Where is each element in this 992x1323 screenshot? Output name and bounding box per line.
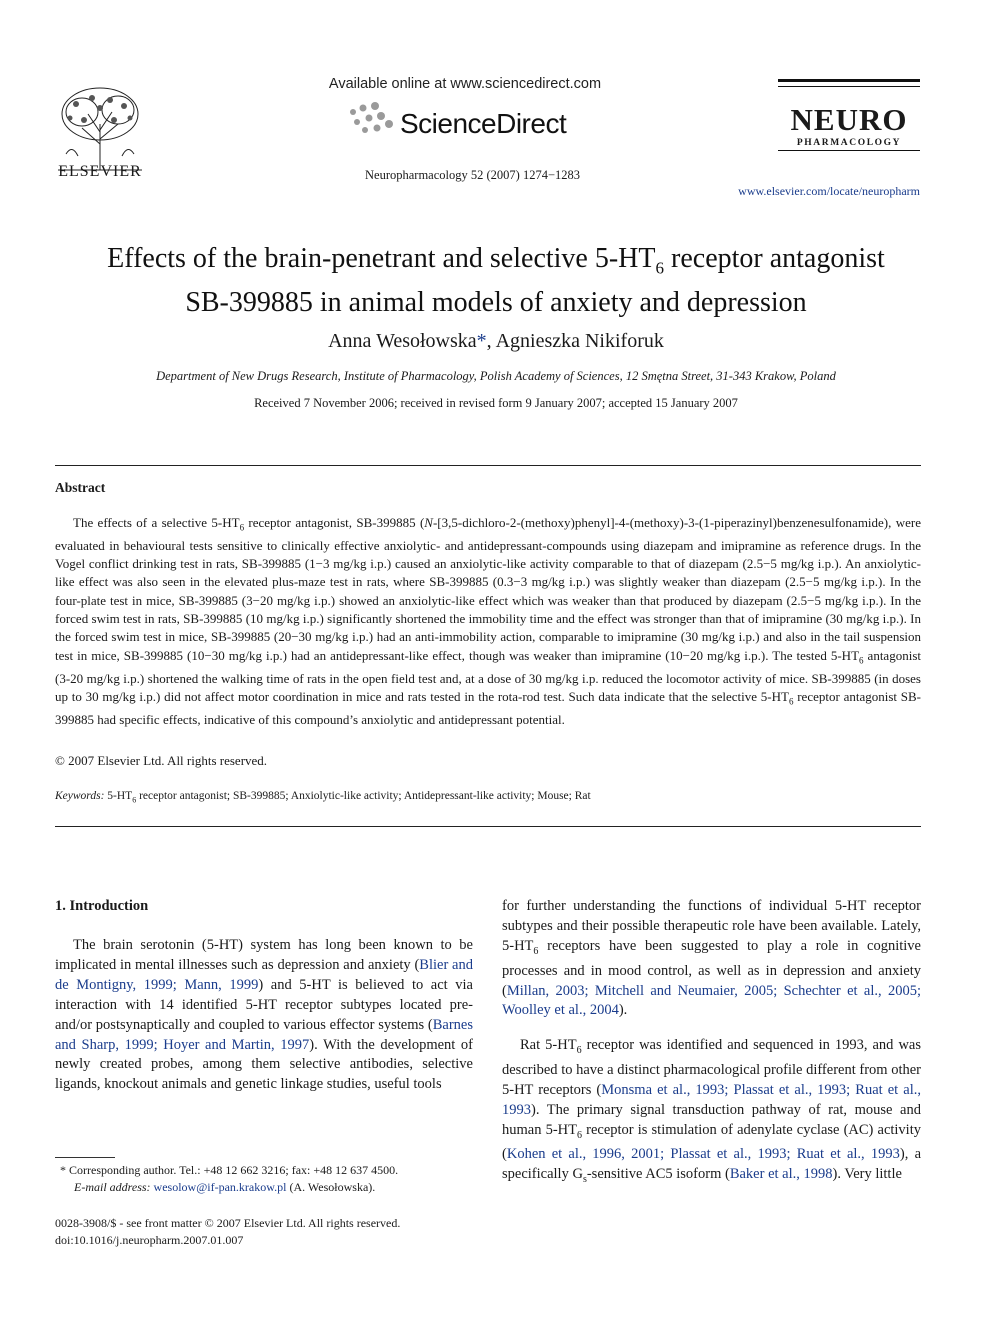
available-online-text: Available online at www.sciencedirect.com (328, 76, 602, 92)
divider (55, 465, 921, 466)
journal-logo-rule (778, 86, 920, 87)
author-name: Agnieszka Nikiforuk (495, 330, 664, 352)
abstract-text: The effects of a selective $5-HT_6$ receptor antagonist, SB-399885 (N-[3,5-dichloro-2-(methoxy)phenyl]-4-(methoxy)-3-(1-piperazinyl)benzenesulfonamide), were evaluated in behavioural tests sensitive to clinically effective anxiolytic- and antidepressant-compounds using diazepam and imipramine as reference drugs. In the Vogel conflict drinking test in rats, SB-399885 (1−3 mg/kg i.p.) caused an anxiolytic-like activity comparable to that of diazepam (2.5−5 mg/kg i.p.). An anxiolytic-like effect was also seen in the elevated plus-maze test in rats, where SB-399885 (0.3−3 mg/kg i.p.) was slightly weaker than diazepam (2.5−5 mg/kg i.p.). In the four-plate test in mice, SB-399885 (3−20 mg/kg i.p.) showed an anxiolytic-like effect which was weaker than that produced by diazepam (2.5−5 mg/kg i.p.). In the forced swim test in rats, SB-399885 (10 mg/kg i.p.) significantly shortened the immobility time and the effect was stronger than that of imipramine (30 mg/kg i.p.). In the forced swim test in mice, SB-399885 (20−30 mg/kg i.p.) had an anti-immobility action, comparable to imipramine (30 mg/kg i.p.) and also in the tail suspension test in mice, SB-399885 (10−30 mg/kg i.p.) had an antidepressant-like effect, though was weaker than imipramine (10−20 mg/kg i.p.). The tested $5-HT_6$ antagonist (3-20 mg/kg i.p.) shortened the walking time of rats in the open field test and, at a dose of 30 mg/kg i.p. reduced the locomotor activity of mice. SB-399885 (in doses up to 30 mg/kg i.p.) did not affect motor coordination in mice and rats tested in the rota-rod test. Such data indicate that the selective $5-HT_6$ receptor antagonist SB-399885 had specific effects, indicative of this compound’s anxiolytic and antidepressant potential. (55, 515, 921, 727)
author-list: Anna Wesołowska*, Agnieszka Nikiforuk (328, 330, 664, 352)
divider (55, 826, 921, 827)
elsevier-logo-text: ELSEVIER (58, 163, 142, 180)
journal-logo-sub: PHARMACOLOGY (796, 138, 902, 148)
citation-link[interactable]: Kohen et al., 1996, 2001; Plassat et al., 1993; Ruat et al., 1993 (506, 1146, 900, 1163)
body-paragraph: Rat $5-HT_6$ receptor was identified and sequenced in 1993, and was described to have a distinct pharmacological profile different from other 5-HT receptors (Monsma et al., 1993; Plassat et al., 1993; Ruat et al., 1993). The primary signal transduction pathway of rat, mouse and human $5-HT_6$ receptor is stimulation of adenylate cyclase (AC) activity (Kohen et al., 1996, 2001; Plassat et al., 1993; Ruat et al., 1993), a specifically $G_s$-sensitive AC5 isoform (Baker et al., 1998). Very little (502, 1037, 922, 1186)
citation-link[interactable]: Barnes and Sharp, 1999; Hoyer and Martin, 1997 (55, 1016, 473, 1053)
keywords: Keywords: $5-HT_6$ receptor antagonist; SB-399885; Anxiolytic-like activity; Antidepressant-like activity; Mouse; Rat (55, 790, 591, 805)
journal-citation: Neuropharmacology 52 (2007) 1274−1283 (365, 168, 580, 182)
section-heading: 1. Introduction (55, 898, 149, 914)
citation-link[interactable]: Baker et al., 1998 (729, 1166, 833, 1183)
copyright-notice: © 2007 Elsevier Ltd. All rights reserved. (55, 753, 268, 768)
issn-doi (55, 1215, 400, 1249)
citation-link[interactable]: Monsma et al., 1993; Plassat et al., 1993; Ruat et al., 1993 (502, 1081, 921, 1118)
affiliation: Department of New Drugs Research, Institute of Pharmacology, Polish Academy of Sciences, 12 Smętna Street, 31-343 Krakow, Poland (156, 369, 836, 383)
email-link[interactable]: wesolow@if-pan.krakow.pl (153, 1180, 287, 1194)
journal-logo-main: NEURO (790, 102, 908, 137)
body-paragraph: The brain serotonin (5-HT) system has long been known to be implicated in mental illnesses such as depression and anxiety (Blier and de Montigny, 1999; Mann, 1999) and 5-HT is believed to act via interaction with 14 identified 5-HT receptor subtypes located pre- and/or postsynaptically and coupled to various effector systems (Barnes and Sharp, 1999; Hoyer and Martin, 1997). With the development of newly created probes, among them selective antibodies, selective ligands, knockout animals and genetic linkage studies, useful tools (55, 937, 473, 1093)
author-name: Anna Wesołowska (328, 330, 477, 352)
abstract-heading: Abstract (55, 480, 106, 495)
journal-url-link[interactable]: www.elsevier.com/locate/neuropharm (738, 184, 920, 198)
doi-text: doi:10.1016/j.neuropharm.2007.01.007 (55, 1233, 244, 1247)
article-title: Effects of the brain-penetrant and selective $5-HT_6$ receptor antagonist SB-399885 in animal models of anxiety and depression (107, 243, 885, 318)
journal-logo-rule (778, 150, 920, 151)
corresponding-footnote: * Corresponding author. Tel.: +48 12 662 3216; fax: +48 12 637 4500. E-mail address: wesolow@if-pan.krakow.pl (A. Wesołowska). (60, 1163, 399, 1194)
received-dates: Received 7 November 2006; received in revised form 9 January 2007; accepted 15 January 2007 (254, 396, 738, 410)
issn-text: 0028-3908/$ - see front matter © 2007 Elsevier Ltd. All rights reserved. (55, 1216, 401, 1230)
citation-link[interactable]: Millan, 2003; Mitchell and Neumaier, 2005; Schechter et al., 2005; Woolley et al., 2004 (502, 982, 921, 1019)
footnote-rule (55, 1157, 115, 1158)
citation-link[interactable]: Blier and de Montigny, 1999; Mann, 1999 (55, 956, 473, 993)
corresponding-author-link[interactable]: * (476, 330, 487, 352)
sciencedirect-logo-text: ScienceDirect (400, 108, 567, 139)
journal-logo-rule (778, 79, 920, 82)
body-paragraph: for further understanding the functions of individual 5-HT receptor subtypes and their possible therapeutic role have been available. Lately, $5-HT_6$ receptors have been suggested to play a role in cognitive processes and in mood control, as well as in depression and anxiety (Millan, 2003; Mitchell and Neumaier, 2005; Schechter et al., 2005; Woolley et al., 2004). (502, 898, 921, 1019)
